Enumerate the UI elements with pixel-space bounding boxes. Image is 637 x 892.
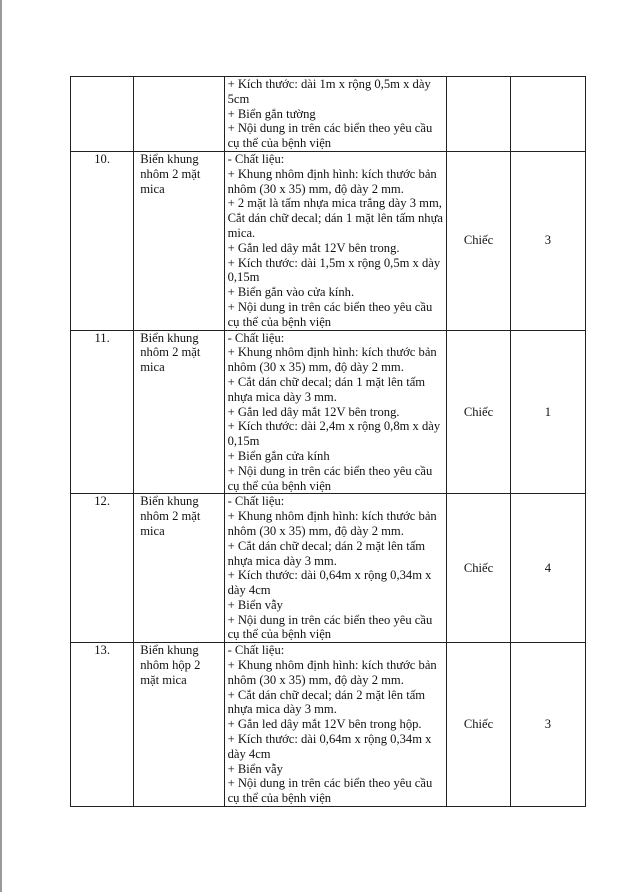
unit: Chiếc — [447, 494, 510, 643]
row-number: 10. — [71, 151, 134, 330]
unit: Chiếc — [447, 151, 510, 330]
description-line: - Chất liệu: — [227, 494, 285, 509]
description-line: + Cắt dán chữ decal; dán 1 mặt lên tấm nhựa mica dày 3 mm. — [227, 374, 426, 404]
item-description — [224, 494, 447, 643]
description-line: + 2 mặt là tấm nhựa mica trắng dày 3 mm, Cắt dán chữ decal; dán 1 mặt lên tấm nhựa mica. — [227, 196, 444, 240]
description-line: + Biển vẫy — [227, 597, 283, 612]
description-line: + Khung nhôm định hình: kích thước bản nhôm (30 x 35) mm, độ dày 2 mm. — [227, 509, 437, 538]
quantity: 3 — [510, 151, 585, 330]
item-description — [224, 643, 447, 807]
description-line: + Nội dung in trên các biển theo yêu cầu cụ thể của bệnh viện — [227, 776, 433, 806]
description-line: - Chất liệu: — [227, 330, 285, 345]
description-line: + Biển vẫy — [227, 761, 283, 776]
row-number: 12. — [71, 494, 134, 643]
page-left-edge — [0, 0, 2, 892]
description-line: + Biển gắn tường — [227, 106, 316, 121]
item-description — [224, 151, 447, 330]
description-line: + Kích thước: dài 0,64m x rộng 0,34m x dày 4cm — [227, 568, 432, 598]
description-line: + Gắn led dây mắt 12V bên trong hộp. — [227, 717, 422, 732]
description-line: + Khung nhôm định hình: kích thước bản nhôm (30 x 35) mm, độ dày 2 mm. — [227, 658, 437, 687]
description-line: + Kích thước: dài 0,64m x rộng 0,34m x dày 4cm — [227, 732, 432, 761]
row-number: 11. — [71, 330, 134, 494]
unit — [447, 77, 510, 152]
quantity — [510, 77, 585, 152]
table-row — [71, 77, 586, 152]
item-name: Biển khung nhôm 2 mặt mica — [134, 494, 224, 643]
item-description — [224, 330, 447, 494]
quantity: 4 — [510, 494, 585, 643]
description-line: + Nội dung in trên các biển theo yêu cầu cụ thể của bệnh viện — [227, 299, 433, 329]
description-line: + Nội dung in trên các biển theo yêu cầu cụ thể của bệnh viện — [227, 463, 433, 493]
description-line: + Biển gắn vào cửa kính. — [227, 285, 355, 300]
description-line: + Kích thước: dài 1,5m x rộng 0,5m x dày 0,15m — [227, 255, 441, 285]
item-name — [134, 77, 224, 152]
item-name: Biển khung nhôm 2 mặt mica — [134, 330, 224, 494]
table-row — [71, 643, 586, 807]
description-line: + Cắt dán chữ decal; dán 2 mặt lên tấm nhựa mica dày 3 mm. — [227, 538, 426, 568]
quantity: 1 — [510, 330, 585, 494]
specification-table — [70, 76, 586, 807]
row-number — [71, 77, 134, 152]
item-name: Biển khung nhôm hộp 2 mặt mica — [134, 643, 224, 807]
description-line: + Gắn led dây mắt 12V bên trong. — [227, 240, 400, 255]
unit: Chiếc — [447, 643, 510, 807]
row-number: 13. — [71, 643, 134, 807]
description-line: + Kích thước: dài 2,4m x rộng 0,8m x dày 0,15m — [227, 419, 441, 449]
description-line: + Biển gắn cửa kính — [227, 448, 330, 463]
unit: Chiếc — [447, 330, 510, 494]
document-page — [70, 76, 586, 807]
description-line: - Chất liệu: — [227, 151, 285, 166]
item-name: Biển khung nhôm 2 mặt mica — [134, 151, 224, 330]
description-line: + Gắn led dây mắt 12V bên trong. — [227, 404, 400, 419]
table-row — [71, 330, 586, 494]
description-line: + Khung nhôm định hình: kích thước bản nhôm (30 x 35) mm, độ dày 2 mm. — [227, 166, 437, 196]
quantity: 3 — [510, 643, 585, 807]
description-line: + Kích thước: dài 1m x rộng 0,5m x dày 5cm — [227, 77, 431, 106]
description-line: - Chất liệu: — [227, 643, 285, 658]
table-body — [71, 77, 586, 807]
table-row — [71, 494, 586, 643]
item-description — [224, 77, 447, 152]
description-line: + Nội dung in trên các biển theo yêu cầu cụ thể của bệnh viện — [227, 612, 433, 642]
description-line: + Cắt dán chữ decal; dán 2 mặt lên tấm nhựa mica dày 3 mm. — [227, 687, 426, 717]
description-line: + Khung nhôm định hình: kích thước bản nhôm (30 x 35) mm, độ dày 2 mm. — [227, 345, 437, 375]
description-line: + Nội dung in trên các biển theo yêu cầu cụ thể của bệnh viện — [227, 121, 433, 151]
table-row — [71, 151, 586, 330]
